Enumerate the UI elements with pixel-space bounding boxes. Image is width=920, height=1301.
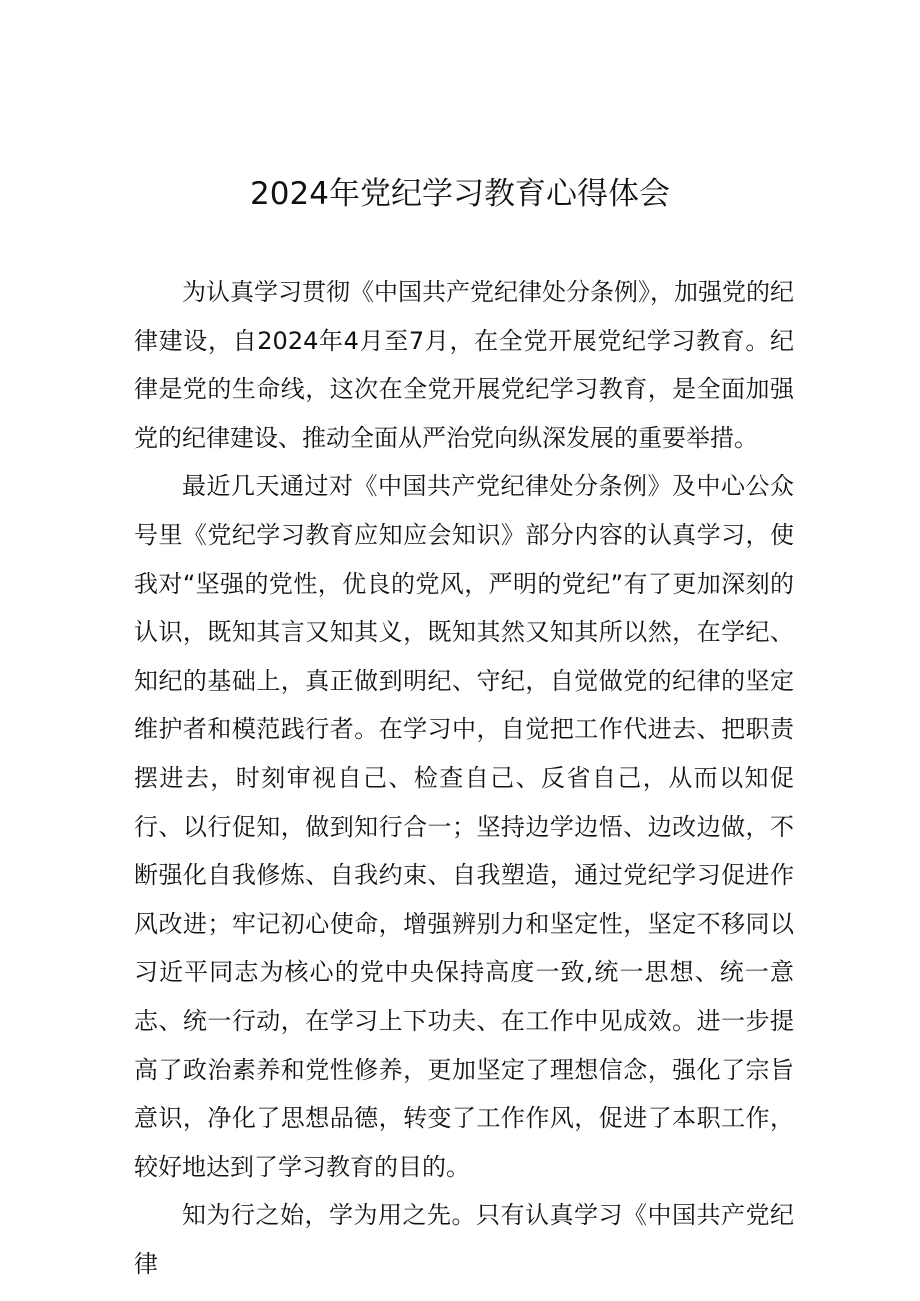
document-body: [134, 268, 794, 1288]
paragraph-3: 知为行之始，学为用之先。只有认真学习《中国共产党纪律: [134, 1201, 794, 1278]
paragraph-1: 为认真学习贯彻《中国共产党纪律处分条例》，加强党的纪律建设，自2024年4月至7月，在全党开展党纪学习教育。纪律是党的生命线，这次在全党开展党纪学习教育，是全面加强党的纪律建设、推动全面从严治党向纵深发展的重要举措。: [134, 278, 794, 452]
paragraph-2: 最近几天通过对《中国共产党纪律处分条例》及中心公众号里《党纪学习教育应知应会知识》部分内容的认真学习，使我对“坚强的党性，优良的党风，严明的党纪”有了更加深刻的认识，既知其言又知其义，既知其然又知其所以然，在学纪、知纪的基础上，真正做到明纪、守纪，自觉做党的纪律的坚定维护者和模范践行者。在学习中，自觉把工作代进去、把职责摆进去，时刻审视自己、检查自己、反省自己，从而以知促行、以行促知，做到知行合一；坚持边学边悟、边改边做，不断强化自我修炼、自我约束、自我塑造，通过党纪学习促进作风改进；牢记初心使命，增强辨别力和坚定性，坚定不移同以习近平同志为核心的党中央保持高度一致,统一思想、统一意志、统一行动，在学习上下功夫、在工作中见成效。进一步提高了政治素养和党性修养，更加坚定了理想信念，强化了宗旨意识，净化了思想品德，转变了工作作风，促进了本职工作，较好地达到了学习教育的目的。: [134, 472, 794, 1181]
document-title: 2024年党纪学习教育心得体会: [250, 176, 670, 212]
